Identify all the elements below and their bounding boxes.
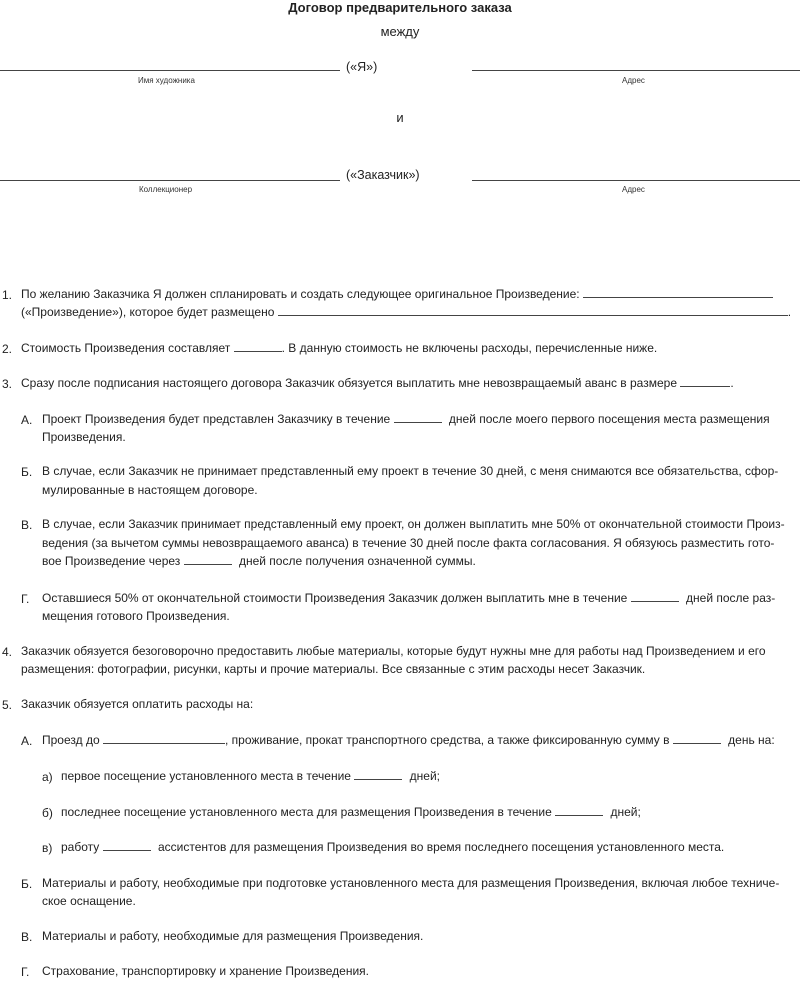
client-name-line[interactable]: [0, 180, 340, 181]
clause-1-text: По желанию Заказчика Я должен спланировать и создать следующее оригинальное Произведение:: [21, 287, 580, 301]
clause-number: 3.: [2, 377, 13, 391]
artist-role-label: («Я»): [346, 60, 378, 74]
clause-5a-a: [61, 766, 440, 787]
price-field[interactable]: [234, 340, 282, 352]
clause-5a-a-text: первое посещение установленного места в течение: [61, 769, 351, 783]
clause-1-line-2: [21, 302, 791, 323]
clause-1-period: .: [787, 305, 792, 319]
clause-3-period: .: [730, 376, 734, 390]
clause-5: Заказчик обязуется оплатить расходы на:: [21, 697, 254, 711]
artist-name-caption: Имя художника: [138, 76, 195, 85]
clause-number: Б.: [21, 877, 33, 891]
clause-5g: Страхование, транспортировку и хранение Произведения.: [42, 964, 370, 978]
and-label: и: [396, 110, 404, 125]
clause-5a-text: Проезд до: [42, 733, 100, 747]
clause-number: 2.: [2, 342, 13, 356]
clause-number: в): [42, 841, 53, 855]
clause-5a: [42, 730, 775, 751]
client-name-caption: Коллекционер: [139, 185, 193, 194]
clause-5a-text-after: день на:: [728, 733, 775, 747]
clause-3a-line-2: Произведения.: [42, 430, 126, 444]
clause-number: В.: [21, 518, 33, 532]
clause-4-line-1: Заказчик обязуется безоговорочно предоставить любые материалы, которые будут нужны мне для работы над Произведением и его: [21, 644, 766, 658]
last-visit-days-field[interactable]: [555, 804, 603, 816]
clause-5a-b-text: последнее посещение установленного места для размещения Произведения в течение: [61, 805, 552, 819]
clause-3v-text-after: дней после получения означенной суммы.: [238, 554, 476, 568]
installation-days-field[interactable]: [184, 553, 232, 565]
clause-3b-line-1: В случае, если Заказчик не принимает представленный ему проект в течение 30 дней, с меня снимаются все обязательства, сфор-: [42, 464, 779, 478]
clause-3v-line-2: ведения (за вычетом суммы невозвращаемого аванса) в течение 30 дней после факта согласования. Я обязуюсь разместить гото-: [42, 536, 775, 550]
client-role-label: («Заказчик»): [346, 168, 420, 182]
clause-number: Г.: [21, 592, 30, 606]
clause-number: А.: [21, 413, 33, 427]
clause-3b-line-2: мулированные в настоящем договоре.: [42, 483, 258, 497]
clause-number: а): [42, 770, 53, 784]
clause-3: [21, 373, 734, 394]
clause-number: Г.: [21, 965, 30, 979]
project-days-field[interactable]: [394, 411, 442, 423]
clause-3a-text: Проект Произведения будет представлен Заказчику в течение: [42, 412, 391, 426]
clause-3a-line-1: [42, 409, 770, 430]
clause-5a-v-text-after: ассистентов для размещения Произведения во время последнего посещения установленного места.: [157, 840, 725, 854]
clause-number: 1.: [2, 288, 13, 302]
clause-number: Б.: [21, 465, 33, 479]
clause-5a-v: [61, 837, 724, 858]
first-visit-days-field[interactable]: [354, 768, 402, 780]
travel-destination-field[interactable]: [103, 732, 225, 744]
artist-address-line[interactable]: [472, 70, 800, 71]
clause-number: 4.: [2, 645, 13, 659]
clause-2: [21, 338, 657, 359]
clause-number: 5.: [2, 698, 13, 712]
artwork-description-field[interactable]: [583, 286, 773, 298]
clause-5a-v-text: работу: [61, 840, 100, 854]
clause-3g-text-after: дней после раз-: [686, 591, 776, 605]
artist-name-line[interactable]: [0, 70, 340, 71]
clause-5a-text-middle: , проживание, прокат транспортного средства, а также фиксированную сумму в: [224, 733, 670, 747]
between-label: между: [380, 24, 420, 39]
client-address-line[interactable]: [472, 180, 800, 181]
clause-4-line-2: размещения: фотографии, рисунки, карты и прочие материалы. Все связанные с этим расходы несет Заказчик.: [21, 662, 646, 676]
clause-3v-line-3: [42, 551, 476, 572]
clause-2-text: Стоимость Произведения составляет: [21, 341, 231, 355]
clause-5v: Материалы и работу, необходимые для размещения Произведения.: [42, 929, 424, 943]
clause-3v-line-1: В случае, если Заказчик принимает представленный ему проект, он должен выплатить мне 50% от окончательной стоимости Произ-: [42, 517, 785, 531]
clause-5b-line-2: ское оснащение.: [42, 894, 136, 908]
clause-3g-text: Оставшиеся 50% от окончательной стоимости Произведения Заказчик должен выплатить мне в течение: [42, 591, 628, 605]
clause-number: В.: [21, 930, 33, 944]
placement-location-field[interactable]: [278, 304, 788, 316]
clause-1-text-2: («Произведение»), которое будет размещено: [21, 305, 275, 319]
advance-amount-field[interactable]: [680, 375, 730, 387]
clause-5a-b: [61, 802, 641, 823]
clause-5b-line-1: Материалы и работу, необходимые при подготовке установленного места для размещения Произведения, включая любое техниче-: [42, 876, 780, 890]
assistants-count-field[interactable]: [103, 839, 151, 851]
clause-2-text-after: . В данную стоимость не включены расходы, перечисленные ниже.: [281, 341, 658, 355]
clause-3a-text-after: дней после моего первого посещения места размещения: [448, 412, 770, 426]
clause-5a-b-text-after: дней;: [610, 805, 641, 819]
daily-allowance-field[interactable]: [673, 732, 721, 744]
document-title: Договор предварительного заказа: [288, 0, 512, 15]
clause-3v-text: вое Произведение через: [42, 554, 181, 568]
clause-number: А.: [21, 734, 33, 748]
clause-5a-a-text-after: дней;: [409, 769, 440, 783]
artist-address-caption: Адрес: [622, 76, 645, 85]
clause-number: б): [42, 806, 53, 820]
clause-3-text: Сразу после подписания настоящего договора Заказчик обязуется выплатить мне невозвращаемый аванс в размере: [21, 376, 677, 390]
final-payment-days-field[interactable]: [631, 590, 679, 602]
client-address-caption: Адрес: [622, 185, 645, 194]
clause-3g-line-2: мещения готового Произведения.: [42, 609, 230, 623]
